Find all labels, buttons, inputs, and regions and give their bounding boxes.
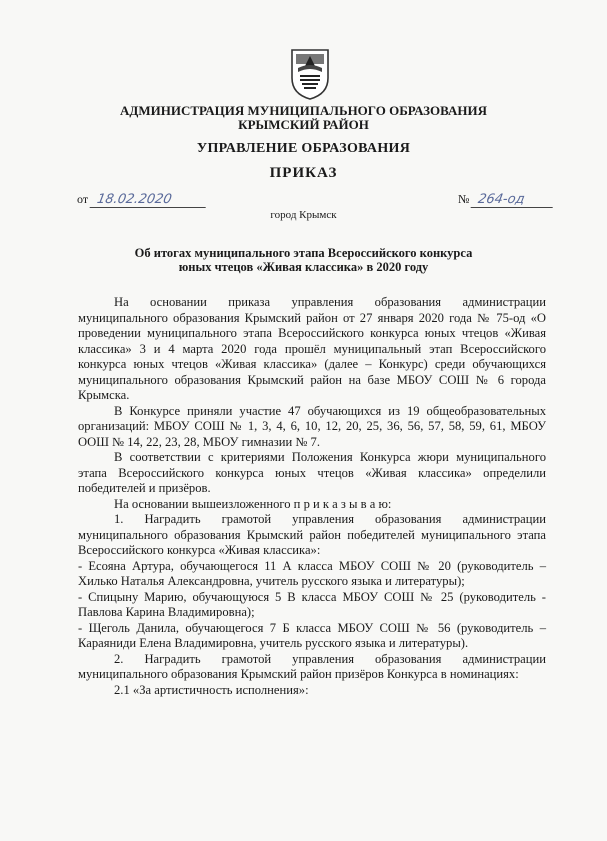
winner-item: - Щеголь Данила, обучающегося 7 Б класса МБОУ СОШ № 56 (руководитель – Караяниди Елена Владимировна, учитель русского языка и литературы). [78,620,546,650]
coat-of-arms-icon [290,48,330,100]
paragraph-award-prizewinners: 2. Наградить грамотой управления образования администрации муниципального образования Крымский район призёров Конкурса в номинациях: [78,651,546,681]
date-prefix: от [77,192,89,206]
paragraph-jury: В соответствии с критериями Положения Конкурса жюри муниципального этапа Всероссийского конкурса юных чтецов «Живая классика» определили победителей и призёров. [78,450,546,495]
city-name: город Крымск [270,209,337,221]
subject-line1: Об итогах муниципального этапа Всероссийского конкурса [134,246,473,260]
paragraph-award-winners: 1. Наградить грамотой управления образования администрации муниципального образования Крымский район победителей муниципального этапа Всероссийского конкурса «Живая классика»: [78,512,546,557]
date-handwritten: 18.02.2020 [90,192,209,208]
number-handwritten: 264-од [471,192,556,208]
department-name: УПРАВЛЕНИЕ ОБРАЗОВАНИЯ [196,141,411,156]
document-body [78,295,546,698]
winner-item: - Спицыну Марию, обучающуюся 5 В класса МБОУ СОШ № 25 (руководитель - Павлова Карина Владимировна); [78,589,546,619]
organization-name-line1: АДМИНИСТРАЦИЯ МУНИЦИПАЛЬНОГО ОБРАЗОВАНИЯ [120,103,487,118]
document-subject [60,246,547,274]
number-prefix: № [458,192,470,206]
number-field [458,192,554,208]
paragraph-basis: На основании приказа управления образования администрации муниципального образования Крымский район от 27 января 2020 года № 75-од «О проведении муниципального этапа Всероссийского конкурса юных чтецов «Живая классика» 3 и 4 марта 2020 года прошёл муниципальный этап Всероссийского конкурса юных чтецов «Живая классика» (далее – Конкурс) среди обучающихся муниципального образования Крымский район на базе МБОУ СОШ № 6 города Крымска. [78,295,546,402]
paragraph-order: На основании вышеизложенного п р и к а з ы в а ю: [114,496,392,511]
document-type: ПРИКАЗ [269,165,338,181]
subject-line2: юных чтецов «Живая классика» в 2020 году [178,260,429,274]
winner-item: - Есояна Артура, обучающегося 11 А класса МБОУ СОШ № 20 (руководитель – Хилько Наталья Александровна, учитель русского языка и литературы); [78,558,546,588]
date-field [77,192,207,208]
organization-name-line2: КРЫМСКИЙ РАЙОН [238,117,369,132]
paragraph-participants: В Конкурсе приняли участие 47 обучающихся из 19 общеобразовательных организаций: МБОУ СОШ № 1, 3, 4, 6, 10, 12, 20, 25, 36, 56, 57, 58, 59, 61, МБОУ ООШ № 14, 22, 23, 28, МБОУ гимназии № 7. [78,403,546,449]
paragraph-nomination: 2.1 «За артистичность исполнения»: [114,682,309,697]
